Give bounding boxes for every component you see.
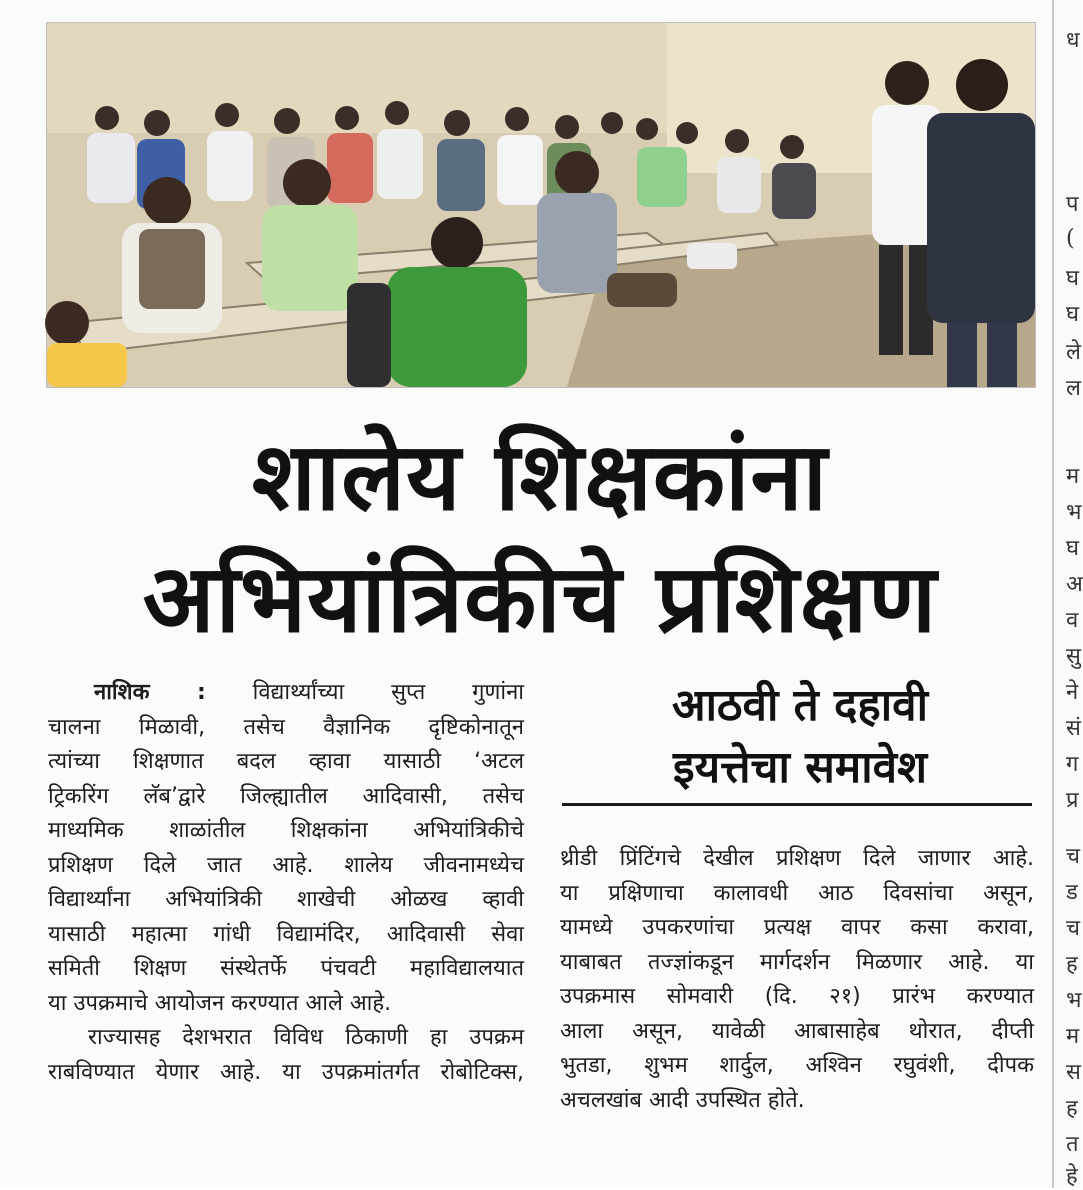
margin-glyph: ध	[1066, 28, 1080, 53]
margin-glyph: स	[1066, 1060, 1081, 1085]
article-line: अचलखांब आदी उपस्थित होते.	[560, 1087, 805, 1113]
margin-glyph: प्र	[1066, 788, 1079, 813]
article-line: या प्रक्षिणाचा कालावधी आठ दिवसांचा असून,	[560, 880, 1034, 906]
margin-glyph: भ	[1066, 988, 1082, 1013]
margin-glyph: च	[1066, 916, 1080, 941]
margin-glyph: ह	[1066, 1096, 1078, 1121]
subheadline-line-1: आठवी ते दहावी	[671, 680, 929, 731]
article-line: त्यांच्या शिक्षणात बदल व्हावा यासाठी ‘अटल	[48, 749, 524, 774]
article-line: या उपक्रमाचे आयोजन करण्यात आले आहे.	[48, 990, 392, 1016]
article-line: याबाबत तज्ज्ञांकडून मार्गदर्शन मिळणार आहे. या	[560, 949, 1034, 975]
article-line	[48, 676, 524, 711]
margin-glyph: ह	[1066, 952, 1078, 977]
article-line: विद्यार्थ्यांना अभियांत्रिकी शाखेची ओळख व्हावी	[48, 887, 524, 912]
article-line: माध्यमिक शाळांतील शिक्षकांना अभियांत्रिकीचे	[48, 818, 524, 843]
margin-glyph: ल	[1066, 376, 1081, 401]
article-line: उपक्रमास सोमवारी (दि. २१) प्रारंभ करण्यात	[560, 984, 1034, 1009]
subheadline-line-2: इयत्तेचा समावेश	[672, 742, 928, 793]
margin-glyph: सं	[1066, 716, 1081, 741]
margin-glyph: ने	[1066, 680, 1079, 705]
margin-glyph: प	[1066, 192, 1079, 217]
margin-glyph: ग	[1066, 752, 1079, 777]
dateline: नाशिक :	[94, 680, 206, 705]
classroom-photo-icon	[47, 23, 1035, 387]
article-left-column	[48, 676, 524, 1090]
headline-line-2: अभियांत्रिकीचे प्रशिक्षण	[142, 545, 938, 654]
article-line: भुतडा, शुभम शार्दुल, अश्विन रघुवंशी, दीपक	[560, 1053, 1034, 1078]
margin-glyph: च	[1066, 844, 1080, 869]
subheadline-rule	[562, 803, 1032, 806]
article-line: प्रशिक्षण दिले जात आहे. शालेय जीवनामध्येच	[48, 852, 524, 878]
margin-glyph: हे	[1066, 1164, 1078, 1189]
article-line: यासाठी महात्मा गांधी विद्यामंदिर, आदिवासी सेवा	[48, 921, 524, 947]
margin-glyph: ड	[1066, 880, 1078, 905]
article-line: राज्यासह देशभरात विविध ठिकाणी हा उपक्रम	[88, 1025, 524, 1050]
article-line: यामध्ये उपकरणांचा प्रत्यक्ष वापर कसा करावा,	[560, 915, 1034, 940]
article-photo	[46, 22, 1036, 388]
margin-glyph: सु	[1066, 644, 1081, 669]
article-line: समिती शिक्षण संस्थेतर्फे पंचवटी महाविद्यालयात	[48, 956, 524, 981]
margin-glyph: व	[1066, 608, 1079, 633]
margin-glyph: घ	[1066, 536, 1080, 561]
margin-glyph: ले	[1066, 340, 1081, 365]
article-line: आला असून, यावेळी आबासाहेब थोरात, दीप्ती	[560, 1018, 1034, 1044]
margin-glyph: म	[1066, 1024, 1080, 1049]
article-line: चालना मिळावी, तसेच वैज्ञानिक दृष्टिकोनातून	[48, 714, 524, 740]
margin-glyph: (	[1066, 226, 1075, 251]
margin-glyph: घ	[1066, 302, 1080, 327]
article-line: राबविण्यात येणार आहे. या उपक्रमांतर्गत रोबोटिक्स,	[48, 1059, 524, 1085]
article-line-text: विद्यार्थ्यांच्या सुप्त गुणांना	[252, 680, 525, 705]
article-line: ट्रिकरिंग लॅब’द्वारे जिल्ह्यातील आदिवासी, तसेच	[48, 783, 524, 809]
margin-glyph: त	[1066, 1132, 1079, 1157]
margin-glyph: अ	[1066, 572, 1083, 597]
margin-glyph: म	[1066, 464, 1080, 489]
headline-line-1: शालेय शिक्षकांना	[252, 423, 828, 532]
article-line: थ्रीडी प्रिंटिंगचे देखील प्रशिक्षण दिले जाणार आहे.	[560, 846, 1034, 871]
adjacent-column-edge	[1052, 0, 1082, 1188]
margin-glyph: भ	[1066, 500, 1082, 525]
article-right-column	[560, 842, 1034, 1118]
margin-glyph: घ	[1066, 266, 1080, 291]
